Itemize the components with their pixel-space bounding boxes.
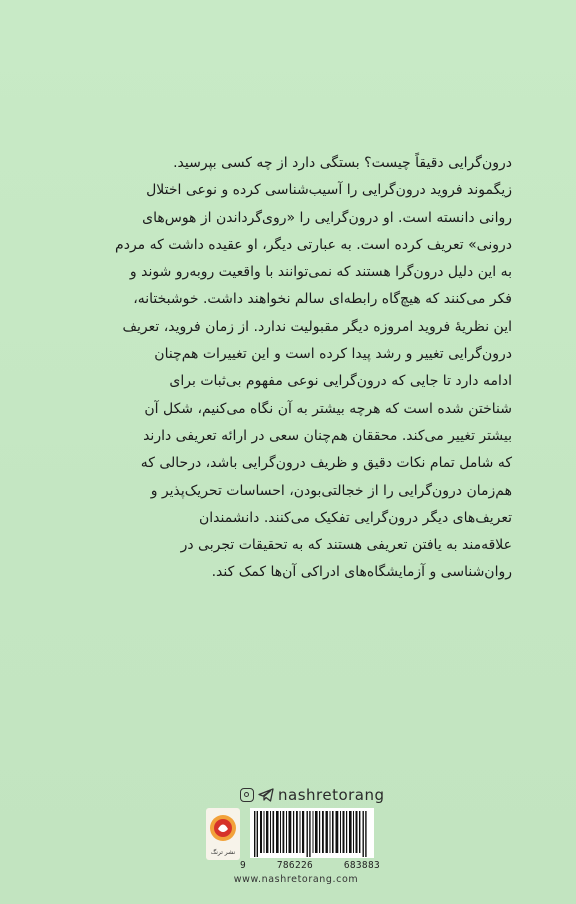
blurb-line: درونی» تعریف کرده است. به عبارتی دیگر، او عقیده داشت که مردم (115, 236, 512, 253)
blurb-line: زیگموند فروید درون‌گرایی را آسیب‌شناسی کرده و نوعی اختلال (146, 182, 512, 199)
blurb-line: درون‌گرایی تغییر و رشد پیدا کرده است و این تغییرات هم‌چنان (154, 346, 512, 363)
blurb-line: علاقه‌مند به یافتن تعریفی هستند که به تحقیقات تجربی در (180, 537, 512, 554)
blurb-line: ادامه دارد تا جایی که درون‌گرایی نوعی مفهوم بی‌ثبات برای (169, 373, 512, 390)
isbn-barcode (250, 808, 374, 858)
blurb-line: فکر می‌کنند که هیچ‌گاه رابطه‌ای سالم نخواهند داشت. خوشبختانه، (133, 291, 512, 308)
isbn-digit-group: 9 (240, 860, 247, 871)
blurb-line: درون‌گرایی دقیقاً چیست؟ بستگی دارد از چه کسی بپرسید. (173, 155, 512, 171)
isbn-digits (240, 860, 380, 871)
social-handle-row (240, 786, 385, 804)
social-handle: nashretorang (278, 786, 385, 804)
publisher-website: www.nashretorang.com (233, 874, 359, 885)
blurb-line: که شامل تمام نکات دقیق و ظریف درون‌گرایی باشد، درحالی که (140, 455, 512, 472)
instagram-icon (240, 788, 254, 802)
telegram-icon (258, 788, 274, 802)
blurb-line: روانی دانسته است. او درون‌گرایی را «روی‌گرداندن از هوس‌های (142, 209, 512, 226)
publisher-logo-caption: نشر ترنگ (210, 849, 236, 856)
blurb-line: به این دلیل درون‌گرا هستند که نمی‌توانند با واقعیت روبه‌رو شوند و (129, 264, 512, 281)
blurb-line: هم‌زمان درون‌گرایی را از خجالتی‌بودن، احساسات تحریک‌پذیر و (150, 482, 512, 499)
publisher-logo (206, 808, 240, 860)
blurb-line: بیشتر تغییر می‌کند. محققان هم‌چنان سعی در ارائه تعریفی دارند (143, 427, 512, 444)
blurb-line: شناختن شده است که هرچه بیشتر به آن نگاه می‌کنیم، شکل آن (144, 400, 512, 417)
blurb-line: تعریف‌های دیگر درون‌گرایی تفکیک می‌کنند. دانشمندان (199, 509, 512, 526)
blurb-text (92, 150, 512, 587)
isbn-digit-group: 786226 (276, 860, 314, 871)
blurb-line: روان‌شناسی و آزمایشگاه‌های ادراکی آن‌ها کمک کند. (211, 564, 512, 581)
blurb-line: این نظریهٔ فروید امروزه دیگر مقبولیت ندارد. از زمان فروید، تعریف (122, 318, 512, 335)
isbn-digit-group: 683883 (343, 860, 380, 871)
